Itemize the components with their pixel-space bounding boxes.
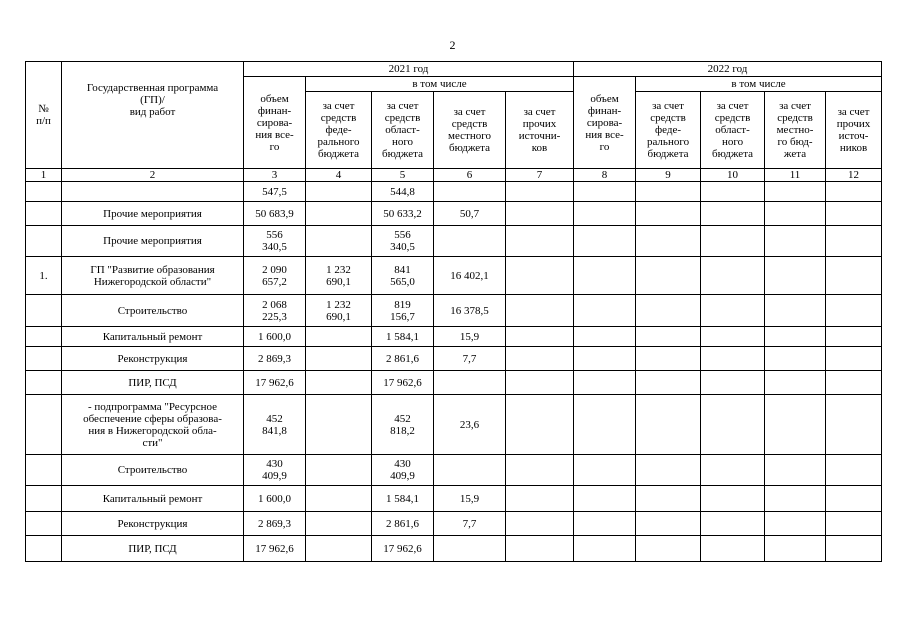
cell-vol: 556 340,5 xyxy=(244,226,306,257)
cell-num xyxy=(26,371,62,395)
cell-2022-empty xyxy=(574,486,636,512)
header-year-2021: 2021 год xyxy=(244,62,574,77)
cell-loc: 15,9 xyxy=(434,486,506,512)
cell-2022-empty xyxy=(826,347,882,371)
cell-2022-empty xyxy=(826,295,882,327)
cell-vol: 2 090 657,2 xyxy=(244,257,306,295)
cell-vol: 2 869,3 xyxy=(244,512,306,536)
table-row xyxy=(26,536,882,562)
cell-2022-empty xyxy=(636,455,701,486)
cell-2022-empty xyxy=(701,182,765,202)
cell-2022-empty xyxy=(574,395,636,455)
cell-num xyxy=(26,327,62,347)
cell-2022-empty xyxy=(636,327,701,347)
cell-2022-empty xyxy=(826,182,882,202)
cell-2022-empty xyxy=(636,395,701,455)
cell-oth xyxy=(506,202,574,226)
cell-reg: 17 962,6 xyxy=(372,536,434,562)
cell-2022-empty xyxy=(826,512,882,536)
col-number: 6 xyxy=(434,169,506,182)
cell-vol: 2 869,3 xyxy=(244,347,306,371)
cell-2022-empty xyxy=(826,536,882,562)
table-row xyxy=(26,347,882,371)
cell-2022-empty xyxy=(701,512,765,536)
table-header xyxy=(26,62,882,182)
table-body xyxy=(26,182,882,562)
cell-loc xyxy=(434,371,506,395)
cell-2022-empty xyxy=(574,202,636,226)
cell-oth xyxy=(506,455,574,486)
cell-reg: 819 156,7 xyxy=(372,295,434,327)
cell-fed xyxy=(306,202,372,226)
cell-name: ПИР, ПСД xyxy=(62,536,244,562)
cell-2022-empty xyxy=(765,226,826,257)
table-row xyxy=(26,202,882,226)
cell-reg: 556 340,5 xyxy=(372,226,434,257)
cell-vol: 50 683,9 xyxy=(244,202,306,226)
cell-reg: 841 565,0 xyxy=(372,257,434,295)
cell-2022-empty xyxy=(826,486,882,512)
cell-oth xyxy=(506,395,574,455)
cell-fed xyxy=(306,371,372,395)
header-other-2021: за счет прочих источни- ков xyxy=(506,92,574,169)
cell-2022-empty xyxy=(765,371,826,395)
cell-loc: 16 402,1 xyxy=(434,257,506,295)
cell-2022-empty xyxy=(701,202,765,226)
cell-2022-empty xyxy=(826,371,882,395)
table-row xyxy=(26,327,882,347)
cell-2022-empty xyxy=(826,257,882,295)
cell-vol: 430 409,9 xyxy=(244,455,306,486)
cell-2022-empty xyxy=(701,486,765,512)
cell-fed xyxy=(306,512,372,536)
cell-vol: 1 600,0 xyxy=(244,486,306,512)
cell-num: 1. xyxy=(26,257,62,295)
cell-2022-empty xyxy=(636,202,701,226)
cell-loc: 16 378,5 xyxy=(434,295,506,327)
cell-2022-empty xyxy=(765,257,826,295)
cell-2022-empty xyxy=(574,512,636,536)
cell-2022-empty xyxy=(574,226,636,257)
cell-fed xyxy=(306,182,372,202)
cell-2022-empty xyxy=(765,202,826,226)
col-number: 7 xyxy=(506,169,574,182)
cell-name: - подпрограмма "Ресурсное обеспечение сферы образова- ния в Нижегородской обла- сти" xyxy=(62,395,244,455)
cell-num xyxy=(26,182,62,202)
header-federal-2021: за счет средств феде- рального бюджета xyxy=(306,92,372,169)
cell-vol: 17 962,6 xyxy=(244,536,306,562)
cell-2022-empty xyxy=(636,182,701,202)
cell-loc xyxy=(434,455,506,486)
cell-name: Строительство xyxy=(62,295,244,327)
cell-2022-empty xyxy=(765,536,826,562)
col-number: 12 xyxy=(826,169,882,182)
financing-table xyxy=(25,61,882,562)
cell-loc: 7,7 xyxy=(434,512,506,536)
cell-reg: 2 861,6 xyxy=(372,512,434,536)
cell-fed: 1 232 690,1 xyxy=(306,257,372,295)
cell-vol: 1 600,0 xyxy=(244,327,306,347)
page-number: 2 xyxy=(449,38,456,52)
cell-loc xyxy=(434,536,506,562)
header-program: Государственная программа (ГП)/ вид работ xyxy=(62,62,244,169)
cell-loc: 23,6 xyxy=(434,395,506,455)
cell-2022-empty xyxy=(701,371,765,395)
cell-2022-empty xyxy=(826,202,882,226)
header-regional-2021: за счет средств област- ного бюджета xyxy=(372,92,434,169)
table-row xyxy=(26,395,882,455)
cell-2022-empty xyxy=(765,512,826,536)
table-row xyxy=(26,371,882,395)
cell-2022-empty xyxy=(574,536,636,562)
cell-name xyxy=(62,182,244,202)
col-number: 1 xyxy=(26,169,62,182)
col-number: 3 xyxy=(244,169,306,182)
cell-reg: 544,8 xyxy=(372,182,434,202)
cell-oth xyxy=(506,512,574,536)
col-number: 2 xyxy=(62,169,244,182)
header-federal-2022: за счет средств феде- рального бюджета xyxy=(636,92,701,169)
cell-2022-empty xyxy=(765,486,826,512)
table-row xyxy=(26,486,882,512)
cell-2022-empty xyxy=(826,327,882,347)
col-number: 5 xyxy=(372,169,434,182)
cell-loc xyxy=(434,182,506,202)
table-row xyxy=(26,226,882,257)
cell-2022-empty xyxy=(574,347,636,371)
cell-2022-empty xyxy=(826,226,882,257)
cell-name: Капитальный ремонт xyxy=(62,327,244,347)
cell-name: ПИР, ПСД xyxy=(62,371,244,395)
table-row xyxy=(26,182,882,202)
cell-fed xyxy=(306,536,372,562)
cell-2022-empty xyxy=(701,226,765,257)
header-other-2022: за счет прочих источ- ников xyxy=(826,92,882,169)
cell-2022-empty xyxy=(701,455,765,486)
header-local-2022: за счет средств местно- го бюд- жета xyxy=(765,92,826,169)
cell-vol: 547,5 xyxy=(244,182,306,202)
cell-2022-empty xyxy=(826,395,882,455)
table-row xyxy=(26,455,882,486)
cell-num xyxy=(26,226,62,257)
cell-fed xyxy=(306,486,372,512)
col-number: 10 xyxy=(701,169,765,182)
cell-2022-empty xyxy=(574,455,636,486)
cell-reg: 2 861,6 xyxy=(372,347,434,371)
cell-fed xyxy=(306,327,372,347)
cell-oth xyxy=(506,486,574,512)
cell-reg: 452 818,2 xyxy=(372,395,434,455)
cell-loc xyxy=(434,226,506,257)
table-row xyxy=(26,512,882,536)
cell-2022-empty xyxy=(701,347,765,371)
cell-2022-empty xyxy=(765,182,826,202)
cell-2022-empty xyxy=(636,257,701,295)
col-number: 11 xyxy=(765,169,826,182)
table-row xyxy=(26,295,882,327)
header-volume-2021: объем финан- сирова- ния все- го xyxy=(244,77,306,169)
cell-oth xyxy=(506,182,574,202)
cell-name: Реконструкция xyxy=(62,347,244,371)
cell-name: Прочие мероприятия xyxy=(62,226,244,257)
cell-vol: 452 841,8 xyxy=(244,395,306,455)
cell-2022-empty xyxy=(636,371,701,395)
header-year-2022: 2022 год xyxy=(574,62,882,77)
cell-2022-empty xyxy=(636,295,701,327)
cell-2022-empty xyxy=(636,347,701,371)
cell-num xyxy=(26,395,62,455)
header-incl-2021: в том числе xyxy=(306,77,574,92)
cell-2022-empty xyxy=(765,295,826,327)
col-number: 4 xyxy=(306,169,372,182)
header-num: № п/п xyxy=(26,62,62,169)
cell-oth xyxy=(506,347,574,371)
cell-2022-empty xyxy=(765,347,826,371)
table-row xyxy=(26,257,882,295)
cell-oth xyxy=(506,371,574,395)
cell-reg: 430 409,9 xyxy=(372,455,434,486)
cell-2022-empty xyxy=(701,327,765,347)
header-local-2021: за счет средств местного бюджета xyxy=(434,92,506,169)
cell-2022-empty xyxy=(636,512,701,536)
cell-2022-empty xyxy=(574,182,636,202)
col-number: 8 xyxy=(574,169,636,182)
cell-2022-empty xyxy=(574,327,636,347)
column-number-row xyxy=(26,169,882,182)
cell-fed xyxy=(306,455,372,486)
cell-reg: 17 962,6 xyxy=(372,371,434,395)
cell-vol: 17 962,6 xyxy=(244,371,306,395)
cell-loc: 15,9 xyxy=(434,327,506,347)
cell-fed: 1 232 690,1 xyxy=(306,295,372,327)
cell-name: Капитальный ремонт xyxy=(62,486,244,512)
cell-num xyxy=(26,347,62,371)
cell-name: ГП "Развитие образования Нижегородской области" xyxy=(62,257,244,295)
cell-2022-empty xyxy=(765,455,826,486)
cell-name: Реконструкция xyxy=(62,512,244,536)
cell-num xyxy=(26,202,62,226)
cell-2022-empty xyxy=(765,395,826,455)
cell-reg: 50 633,2 xyxy=(372,202,434,226)
cell-reg: 1 584,1 xyxy=(372,327,434,347)
cell-num xyxy=(26,455,62,486)
cell-loc: 50,7 xyxy=(434,202,506,226)
cell-2022-empty xyxy=(636,226,701,257)
cell-oth xyxy=(506,295,574,327)
cell-loc: 7,7 xyxy=(434,347,506,371)
cell-oth xyxy=(506,536,574,562)
cell-vol: 2 068 225,3 xyxy=(244,295,306,327)
cell-oth xyxy=(506,327,574,347)
cell-2022-empty xyxy=(826,455,882,486)
cell-2022-empty xyxy=(574,295,636,327)
cell-num xyxy=(26,295,62,327)
cell-fed xyxy=(306,226,372,257)
cell-name: Прочие мероприятия xyxy=(62,202,244,226)
header-volume-2022: объем финан- сирова- ния все- го xyxy=(574,77,636,169)
cell-2022-empty xyxy=(574,371,636,395)
cell-2022-empty xyxy=(701,395,765,455)
cell-2022-empty xyxy=(636,486,701,512)
cell-2022-empty xyxy=(636,536,701,562)
col-number: 9 xyxy=(636,169,701,182)
header-incl-2022: в том числе xyxy=(636,77,882,92)
cell-fed xyxy=(306,347,372,371)
cell-num xyxy=(26,512,62,536)
cell-2022-empty xyxy=(701,536,765,562)
cell-2022-empty xyxy=(574,257,636,295)
cell-reg: 1 584,1 xyxy=(372,486,434,512)
cell-num xyxy=(26,536,62,562)
cell-name: Строительство xyxy=(62,455,244,486)
header-regional-2022: за счет средств област- ного бюджета xyxy=(701,92,765,169)
cell-oth xyxy=(506,226,574,257)
cell-oth xyxy=(506,257,574,295)
cell-fed xyxy=(306,395,372,455)
cell-num xyxy=(26,486,62,512)
cell-2022-empty xyxy=(701,257,765,295)
cell-2022-empty xyxy=(765,327,826,347)
cell-2022-empty xyxy=(701,295,765,327)
